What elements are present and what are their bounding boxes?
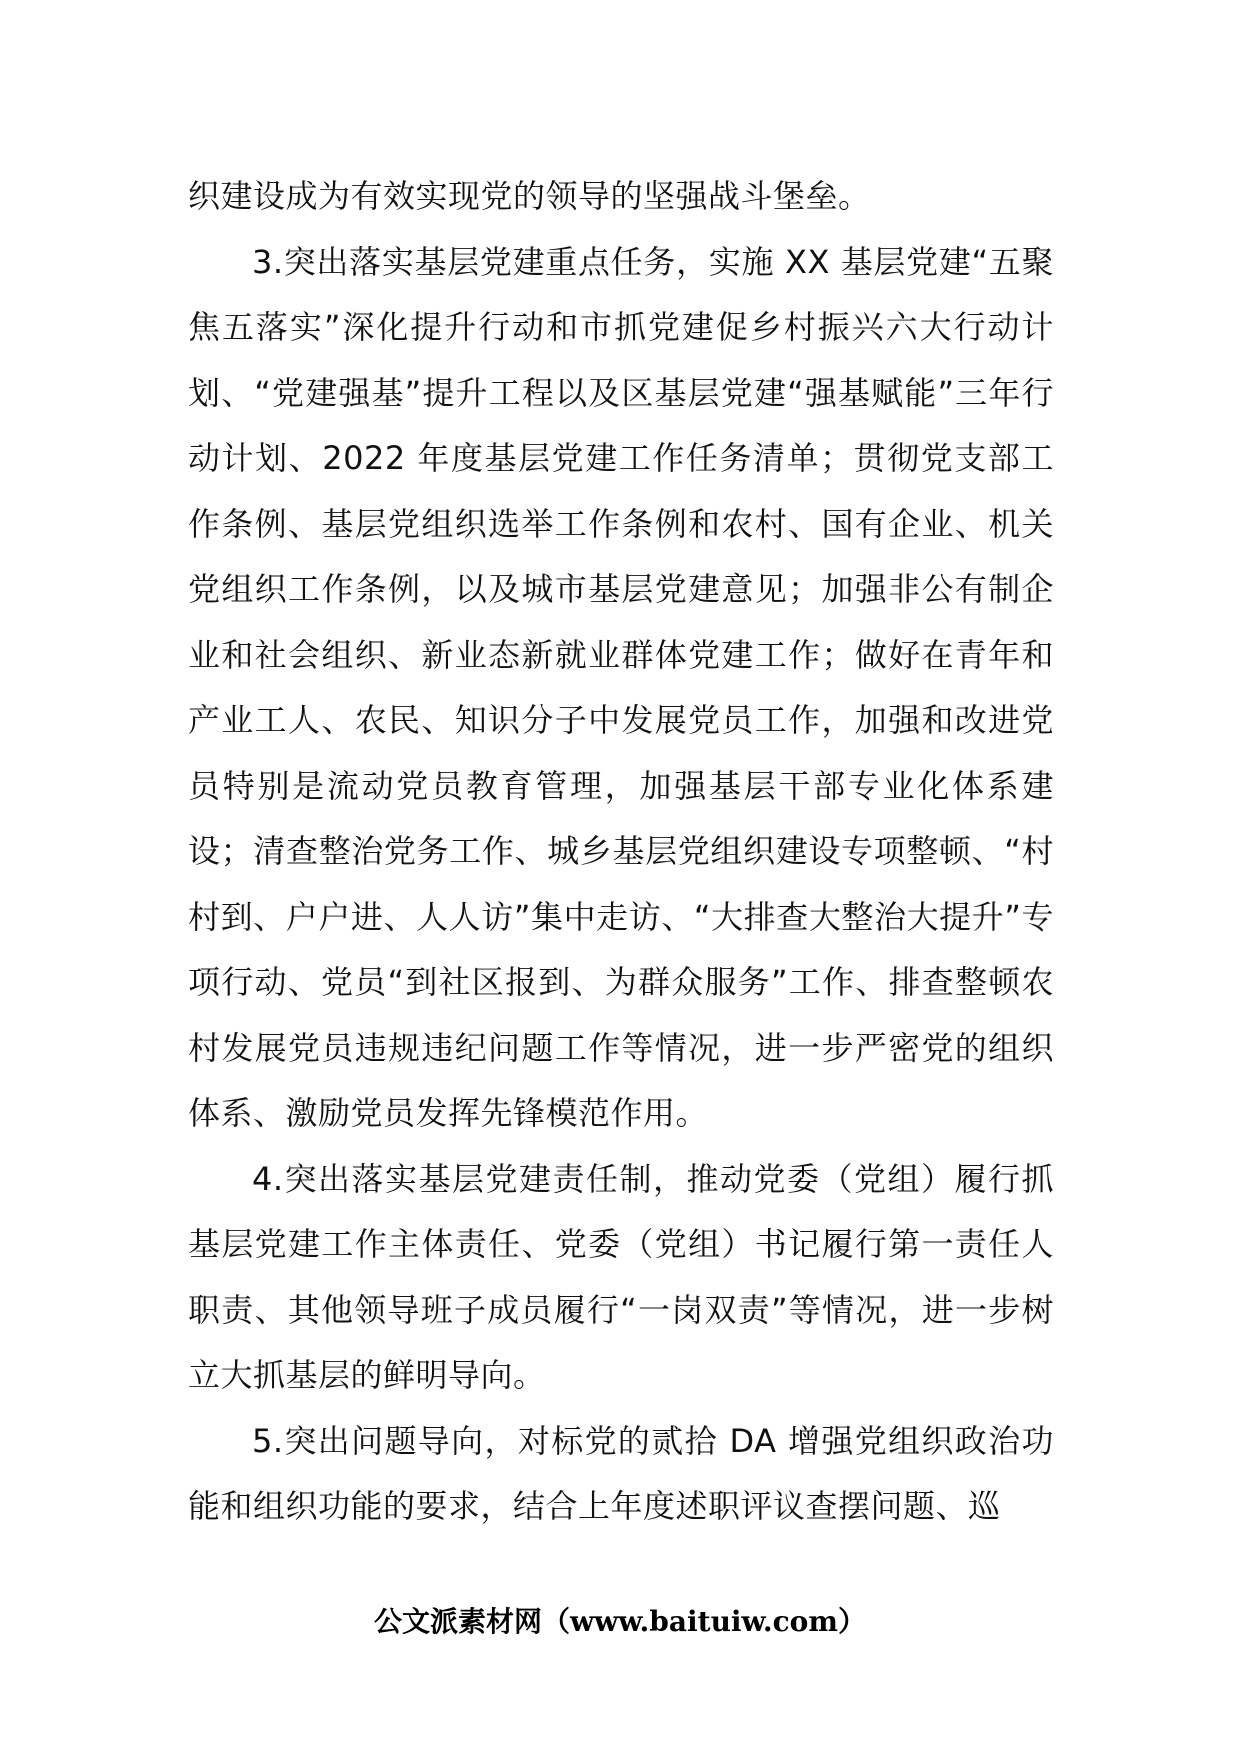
paragraph-continuation: 织建设成为有效实现党的领导的坚强战斗堡垒。 bbox=[188, 177, 871, 215]
document-body bbox=[188, 164, 1054, 1540]
paragraph-item-5: 5.突出问题导向，对标党的贰拾 DA 增强党组织政治功能和组织功能的要求，结合上年度述职评议查摆问题、巡 bbox=[188, 1421, 1054, 1525]
page-footer-watermark: 公文派素材网（www.baituiw.com） bbox=[374, 1605, 866, 1638]
paragraph-item-3: 3.突出落实基层党建重点任务，实施 XX 基层党建“五聚焦五落实”深化提升行动和市抓党建促乡村振兴六大行动计划、“党建强基”提升工程以及区基层党建“强基赋能”三年行动计划、2022 年度基层党建工作任务清单；贯彻党支部工作条例、基层党组织选举工作条例和农村、国有企业、机关党组织工作条例，以及城市基层党建意见；加强非公有制企业和社会组织、新业态新就业群体党建工作；做好在青年和产业工人、农民、知识分子中发展党员工作，加强和改进党员特别是流动党员教育管理，加强基层干部专业化体系建设；清查整治党务工作、城乡基层党组织建设专项整顿、“村村到、户户进、人人访”集中走访、“大排查大整治大提升”专项行动、党员“到社区报到、为群众服务”工作、排查整顿农村发展党员违规违纪问题工作等情况，进一步严密党的组织体系、激励党员发挥先锋模范作用。 bbox=[188, 242, 1054, 1132]
paragraph-item-4: 4.突出落实基层党建责任制，推动党委（党组）履行抓基层党建工作主体责任、党委（党组）书记履行第一责任人职责、其他领导班子成员履行“一岗双责”等情况，进一步树立大抓基层的鲜明导向。 bbox=[188, 1159, 1054, 1394]
